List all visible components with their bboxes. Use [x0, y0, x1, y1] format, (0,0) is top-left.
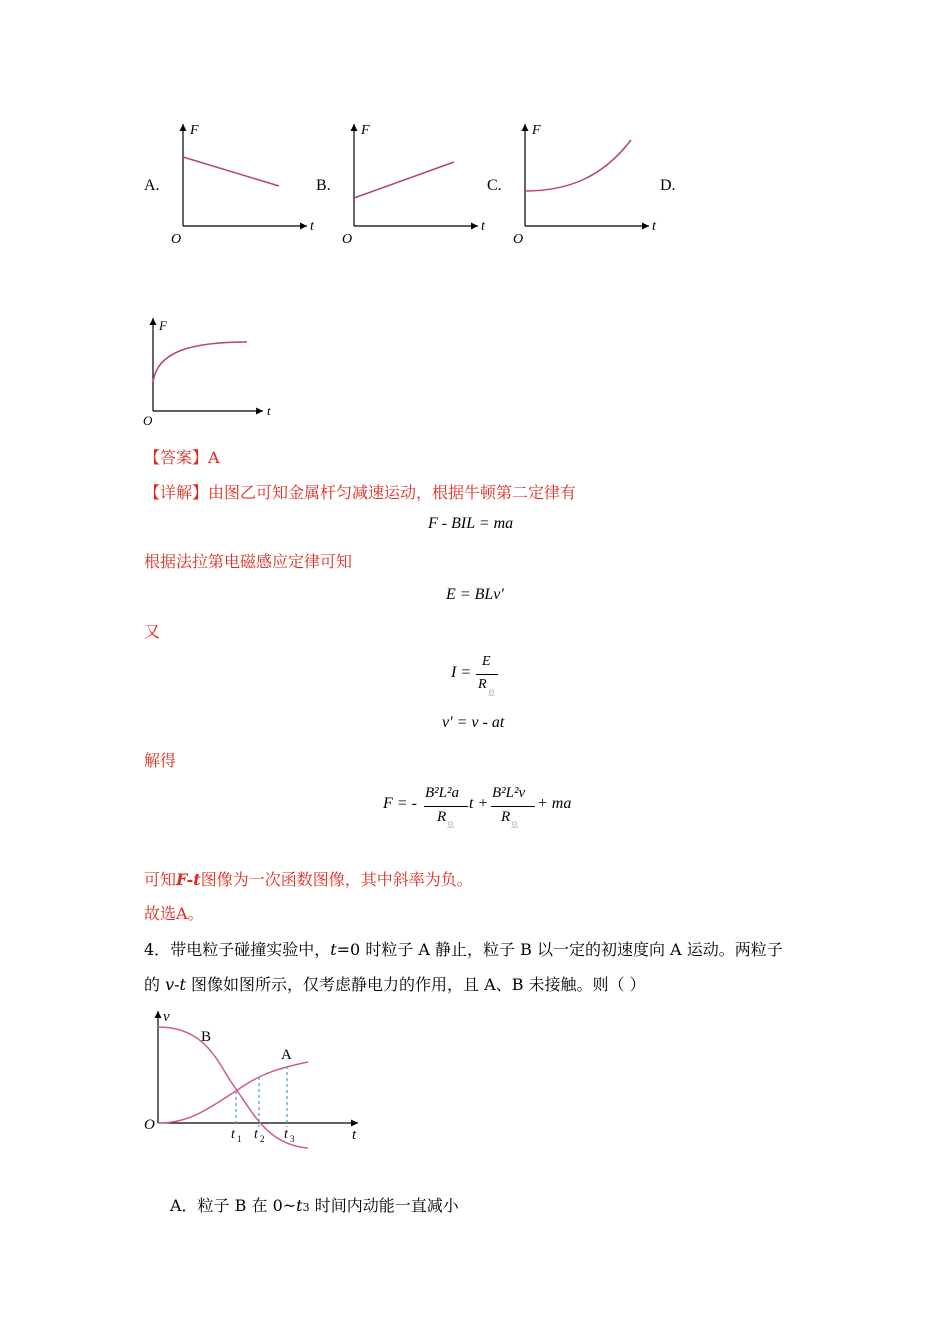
q4-text-d: 图像如图所示，仅考虑静电力的作用，且 A、B 未接触。则（ ） [185, 975, 646, 994]
curve-a [158, 1062, 308, 1123]
origin-label: O [513, 232, 524, 247]
detail-line [144, 483, 576, 503]
q4-vt: v-t [165, 975, 186, 994]
fraction-bar-2 [491, 806, 535, 807]
q4-option-a-post: 时间内动能一直减小 [309, 1196, 459, 1215]
q4-text-b: =0 时粒子 A 静止，粒子 B 以一定的初速度向 A 运动。两粒子 [336, 940, 783, 959]
equation-3-num: E [482, 654, 491, 669]
equation-5-den2: R [501, 809, 511, 825]
origin-label: O [143, 413, 153, 428]
vt-graph [138, 1005, 378, 1155]
choose-line: 故选A。 [144, 904, 204, 923]
equation-3-lhs: I = [451, 664, 472, 681]
option-c-label: C. [487, 177, 502, 194]
axis-label-t: t [481, 219, 485, 234]
origin-label: O [171, 232, 182, 247]
fraction-bar-1 [424, 806, 468, 807]
question-4-line-2 [144, 975, 646, 995]
origin-label: O [144, 1117, 155, 1133]
axis-label-t: t [310, 219, 314, 234]
answer-label: 【答案】 [144, 448, 209, 467]
q4-option-a-sub: 3 [302, 1201, 310, 1214]
t-axis-label: t [352, 1127, 357, 1143]
option-a-label: A. [144, 177, 160, 194]
axis-label-t: t [267, 403, 271, 418]
detail-line-3: 又 [144, 622, 161, 641]
equation-3-den: R [478, 677, 487, 692]
conclusion-post: 图像为一次函数图像，其中斜率为负。 [200, 870, 473, 889]
equation-5-den1: R [437, 809, 447, 825]
conclusion-pre: 可知 [144, 870, 177, 889]
equation-5-sub2: 总 [511, 821, 518, 829]
q4-text-c: 的 [144, 975, 166, 994]
equation-2: E = BLv′ [446, 586, 504, 603]
conclusion-line [144, 870, 473, 890]
equation-3-sub: 总 [488, 689, 495, 697]
equation-1: F - BIL = ma [428, 515, 514, 532]
question-4-line-1 [144, 940, 783, 960]
q4-text-a: 带电粒子碰撞实验中， [170, 940, 331, 959]
v-axis-label: v [163, 1009, 170, 1025]
graph-b [336, 118, 496, 248]
equation-5-num2: B²L²v [492, 785, 526, 801]
option-d-label: D. [660, 177, 676, 194]
t2-sub: 2 [260, 1134, 265, 1144]
q4-option-a-text: A．粒子 B 在 0~ [170, 1196, 297, 1215]
detail-line-4: 解得 [144, 751, 177, 770]
question-number: 4． [144, 940, 171, 959]
detail-label: 【详解】 [144, 483, 209, 502]
axis-label-f: F [361, 123, 370, 138]
axis-label-f: F [190, 123, 199, 138]
origin-label: O [342, 232, 353, 247]
equation-4: v′ = v - at [442, 714, 505, 731]
t1-sub: 1 [237, 1134, 242, 1144]
curve-b-label: B [201, 1029, 212, 1045]
detail-intro: 由图乙可知金属杆匀减速运动，根据牛顿第二定律有 [208, 483, 577, 502]
equation-5-end: + ma [537, 795, 572, 812]
t3-sub: 3 [290, 1134, 295, 1144]
answer-line [144, 448, 220, 468]
graph-a [165, 118, 325, 248]
curve-a-label: A [281, 1047, 292, 1063]
t3-label: t [284, 1127, 288, 1142]
axis-label-f: F [532, 123, 541, 138]
equation-5-mid: t + [469, 795, 489, 812]
axis-label-f: F [159, 318, 167, 333]
q4-option-a-t: t [296, 1196, 303, 1215]
detail-line-2: 根据法拉第电磁感应定律可知 [144, 552, 353, 571]
equation-5-lhs: F = - [383, 795, 417, 812]
option-b-label: B. [316, 177, 331, 194]
curve [153, 342, 247, 382]
answer-value: A [208, 448, 220, 467]
curve [525, 140, 631, 191]
t2-label: t [254, 1127, 258, 1142]
conclusion-var: F-t [176, 870, 201, 889]
q4-option-a [170, 1196, 459, 1218]
equation-5-sub1: 总 [447, 821, 454, 829]
equation-5-num1: B²L²a [425, 785, 459, 801]
graph-c [507, 118, 667, 248]
curve [354, 162, 454, 198]
q4-t: t [330, 940, 337, 959]
curve [183, 157, 279, 186]
axis-label-t: t [652, 219, 656, 234]
t1-label: t [231, 1127, 235, 1142]
graph-d [135, 312, 295, 432]
fraction-bar [476, 674, 498, 675]
